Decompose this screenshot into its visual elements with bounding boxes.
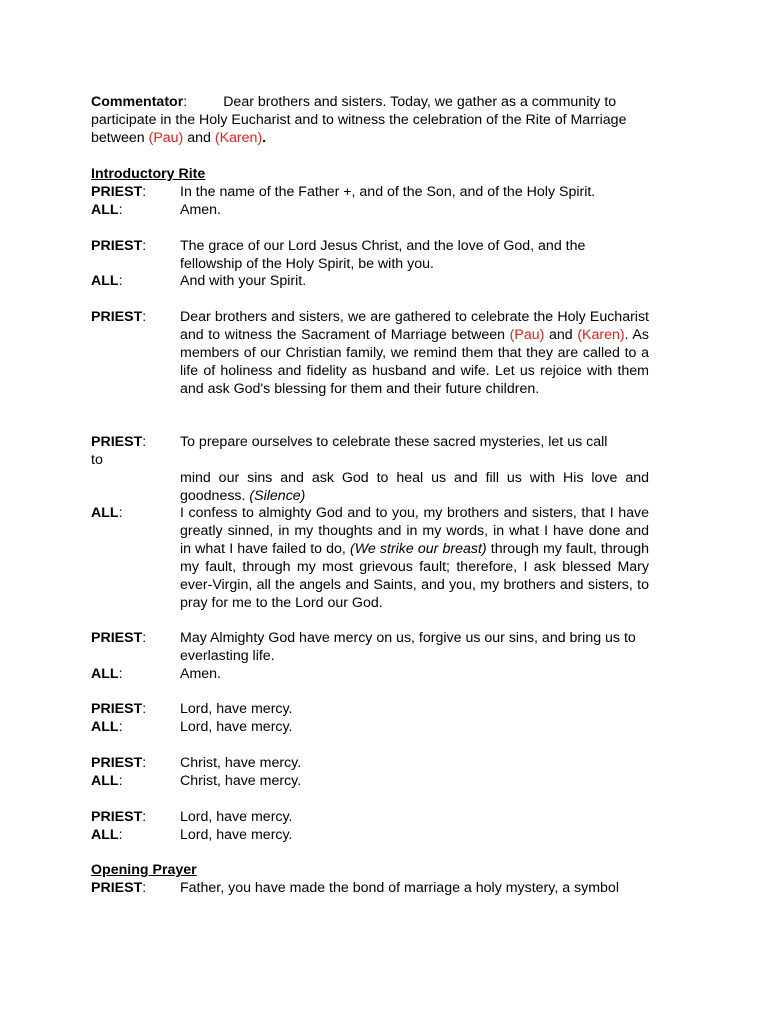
all-label: ALL [91, 719, 119, 735]
bride-name: (Karen) [577, 327, 625, 343]
silence-note: (Silence) [249, 488, 306, 504]
all-label: ALL [91, 273, 119, 289]
dialogue-line: mind our sins and ask God to heal us and fill us with His love and goodness. (Silence) [180, 470, 649, 504]
priest-label: PRIEST [91, 755, 143, 771]
dialogue-line: PRIEST: Father, you have made the bond of marriage a holy mystery, a symbol [91, 880, 619, 896]
groom-name: (Pau) [509, 327, 545, 343]
dialogue-line: ALL: Lord, have mercy. [91, 827, 293, 843]
priest-label: PRIEST [91, 630, 143, 646]
wrapped-word: to [91, 452, 103, 468]
all-label: ALL [91, 773, 119, 789]
dialogue-line: ALL: And with your Spirit. [91, 273, 307, 289]
dialogue-line: ALL: Christ, have mercy. [91, 773, 302, 789]
dialogue-line: ALL: I confess to almighty God and to you, my brothers and sisters, that I have greatly sinned, in my thoughts and in my words, in what I have done and in what I have failed to do, (We strike our breast) through my fault, through my fault, through my most grievous fault; therefore, I ask blessed Mary ever-Virgin, all the angels and Saints, and you, my brothers and sisters, to pray for me to the Lord our God. [91, 505, 649, 611]
all-label: ALL [91, 827, 119, 843]
priest-label: PRIEST [91, 434, 143, 450]
dialogue-line: ALL: Lord, have mercy. [91, 719, 293, 735]
commentator-paragraph: Commentator: Dear brothers and sisters. Today, we gather as a community to participate in the Holy Eucharist and to witness the celebration of the Rite of Marriage between (Pau) and (Karen). [91, 94, 627, 146]
all-label: ALL [91, 202, 119, 218]
dialogue-line: PRIEST: Lord, have mercy. [91, 809, 293, 825]
dialogue-line: ALL: Amen. [91, 666, 222, 682]
priest-label: PRIEST [91, 184, 143, 200]
priest-label: PRIEST [91, 238, 143, 254]
dialogue-line: PRIEST: Lord, have mercy. [91, 701, 293, 717]
all-label: ALL [91, 666, 119, 682]
commentator-text: Dear brothers and sisters. Today, we gather as a community to participate in the Holy Eucharist and to witness the celebration of the Rite of Marriage between [91, 94, 627, 146]
dialogue-line: ALL: Amen. [91, 202, 222, 218]
introductory-rite-heading: Introductory Rite [91, 166, 206, 182]
dialogue-line: PRIEST: Christ, have mercy. [91, 755, 302, 771]
all-label: ALL [91, 505, 119, 521]
dialogue-line: PRIEST: May Almighty God have mercy on us, forgive us our sins, and bring us to everlasting life. [91, 630, 636, 664]
opening-prayer-heading: Opening Prayer [91, 862, 197, 878]
dialogue-line: PRIEST: Dear brothers and sisters, we are gathered to celebrate the Holy Eucharist and to witness the Sacrament of Marriage between (Pau) and (Karen). As members of our Christian family, we remind them that they are called to a life of holiness and fidelity as husband and wife. Let us rejoice with them and ask God's blessing for them and their future children. [91, 309, 649, 397]
dialogue-line: PRIEST: In the name of the Father +, and of the Son, and of the Holy Spirit. [91, 184, 596, 200]
commentator-label: Commentator [91, 94, 184, 110]
priest-label: PRIEST [91, 809, 143, 825]
priest-label: PRIEST [91, 880, 143, 896]
bride-name: (Karen) [214, 130, 263, 146]
rubric-note: (We strike our breast) [349, 541, 487, 557]
priest-label: PRIEST [91, 309, 143, 325]
priest-label: PRIEST [91, 701, 143, 717]
dialogue-line: PRIEST: The grace of our Lord Jesus Christ, and the love of God, and the fellowship of the Holy Spirit, be with you. [91, 238, 586, 272]
dialogue-line: PRIEST: To prepare ourselves to celebrate these sacred mysteries, let us call [91, 434, 608, 450]
groom-name: (Pau) [148, 130, 184, 146]
